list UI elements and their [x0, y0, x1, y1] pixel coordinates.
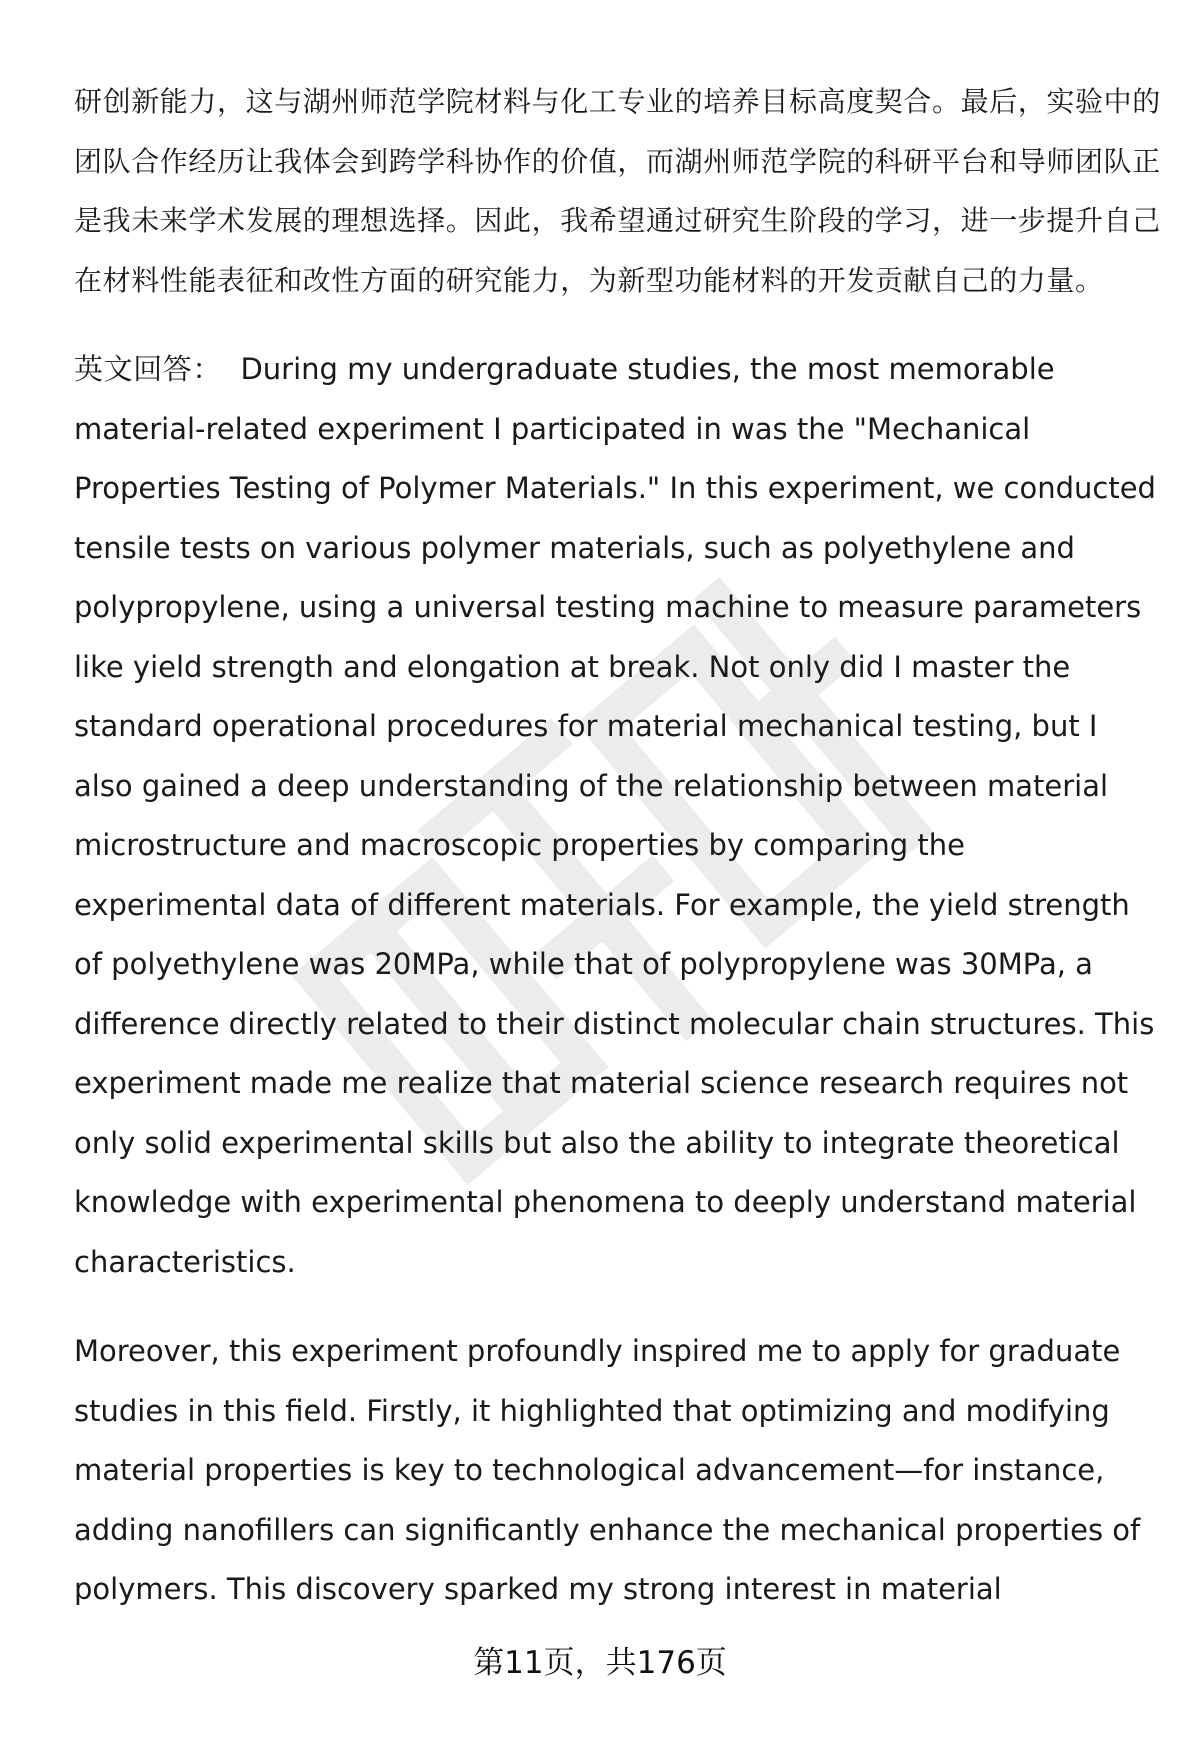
page-indicator: 第11页，共176页	[473, 1645, 727, 1681]
paragraph-gap	[74, 310, 1164, 340]
paragraph-en-1-text: During my undergraduate studies, the most memorable material-related experiment I participated in was the "Mechanical Properties Testing of Polymer Materials." In this experiment, we conducted tensile tests on various polymer materials, such as polyethylene and polypropylene, using a universal testing machine to measure parameters like yield strength and elongation at break. Not only did I master the standard operational procedures for material mechanical testing, but I also gained a deep understanding of the relationship between material microstructure and macroscopic properties by comparing the experimental data of different materials. For example, the yield strength of polyethylene was 20MPa, while that of polypropylene was 30MPa, a difference directly related to their distinct molecular chain structures. This experiment made me realize that material science research requires not only solid experimental skills but also the ability to integrate theoretical knowledge with experimental phenomena to deeply understand material characteristics.	[74, 352, 1156, 1279]
paragraph-en-2: Moreover, this experiment profoundly inspired me to apply for graduate studies in this field. Firstly, it highlighted that optimizing and modifying material properties is key to technological advancement—for instance, adding nanofillers can significantly enhance the mechanical properties of polymers. This discovery sparked my strong interest in material	[74, 1334, 1141, 1606]
document-body	[74, 72, 1164, 1620]
paragraph-en-1	[74, 340, 1164, 1292]
paragraph-gap	[74, 1292, 1164, 1322]
paragraph-cn-continuation: 研创新能力，这与湖州师范学院材料与化工专业的培养目标高度契合。最后，实验中的团队合作经历让我体会到跨学科协作的价值，而湖州师范学院的科研平台和导师团队正是我未来学术发展的理想选择。因此，我希望通过研究生阶段的学习，进一步提升自己在材料性能表征和改性方面的研究能力，为新型功能材料的开发贡献自己的力量。	[74, 85, 1161, 297]
english-answer-label: 英文回答：	[74, 352, 223, 386]
